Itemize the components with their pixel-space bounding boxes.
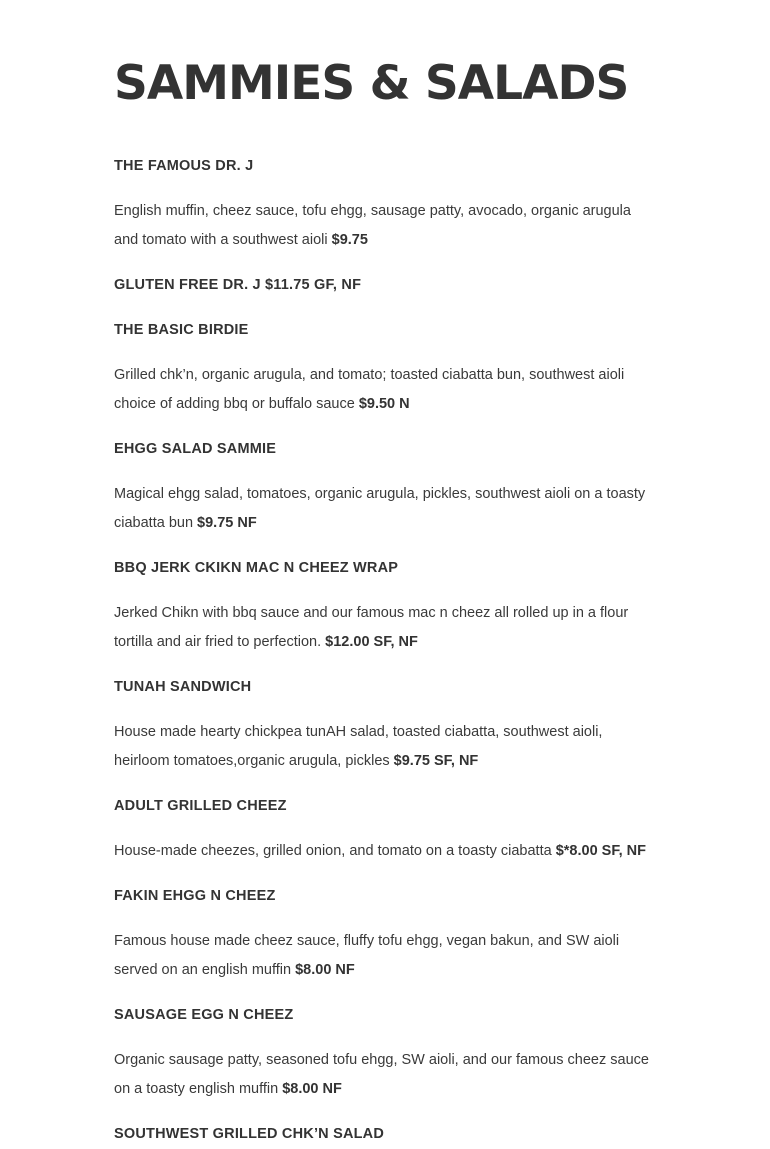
menu-item-price: $8.00 NF [295, 962, 355, 978]
description-text: Magical ehgg salad, tomatoes, organic arugula, pickles, southwest aioli on a toasty ciabatta bun [114, 486, 646, 531]
description-text: Organic sausage patty, seasoned tofu ehgg, SW aioli, and our famous cheez sauce on a toasty english muffin [114, 1052, 649, 1097]
menu-item-description [114, 197, 659, 255]
menu-content [114, 54, 659, 1149]
menu-item-name: BBQ JERK CKIKN MAC N CHEEZ WRAP [114, 560, 399, 576]
menu-item-price: $9.50 N [358, 396, 410, 412]
description-text: Grilled chk’n, organic arugula, and tomato; toasted ciabatta bun, southwest aioli choice of adding bbq or buffalo sauce [114, 367, 625, 412]
menu-item-description [114, 361, 659, 419]
menu-item-price: $9.75 NF [197, 515, 257, 531]
menu-item-name: SOUTHWEST GRILLED CHK’N SALAD [114, 1126, 385, 1142]
description-text: Jerked Chikn with bbq sauce and our famous mac n cheez all rolled up in a flour tortilla and air fried to perfection. [114, 605, 629, 650]
description-text: House made hearty chickpea tunAH salad, toasted ciabatta, southwest aioli, heirloom tomatoes,organic arugula, pickles [114, 724, 603, 769]
menu-item-price: $9.75 [331, 232, 368, 248]
menu-item-description [114, 599, 659, 657]
menu-item-description [114, 480, 659, 538]
menu-item-name: SAUSAGE EGG N CHEEZ [114, 1007, 294, 1023]
menu-item-name: THE FAMOUS DR. J [114, 158, 254, 174]
menu-item-description [114, 837, 659, 866]
menu-item-price: $*8.00 SF, NF [555, 843, 646, 859]
menu-item-name: ADULT GRILLED CHEEZ [114, 798, 287, 814]
menu-item-description [114, 718, 659, 776]
menu-item-price: $12.00 SF, NF [325, 634, 418, 650]
page-title: SAMMIES & SALADS [114, 56, 629, 111]
menu-item-price: $9.75 SF, NF [393, 753, 479, 769]
menu-item-name: EHGG SALAD SAMMIE [114, 441, 277, 457]
description-text: Famous house made cheez sauce, fluffy tofu ehgg, vegan bakun, and SW aioli served on an english muffin [114, 933, 620, 978]
menu-item-name: TUNAH SANDWICH [114, 679, 252, 695]
menu-item-name: THE BASIC BIRDIE [114, 322, 249, 338]
menu-item-name: GLUTEN FREE DR. J $11.75 GF, NF [114, 277, 362, 293]
description-text: House-made cheezes, grilled onion, and tomato on a toasty ciabatta [114, 843, 556, 859]
menu-item-name: FAKIN EHGG N CHEEZ [114, 888, 276, 904]
description-text: English muffin, cheez sauce, tofu ehgg, sausage patty, avocado, organic arugula and tomato with a southwest aioli [114, 203, 631, 248]
menu-item-price: $8.00 NF [282, 1081, 342, 1097]
menu-item-description [114, 927, 659, 985]
menu-item-description [114, 1046, 659, 1104]
